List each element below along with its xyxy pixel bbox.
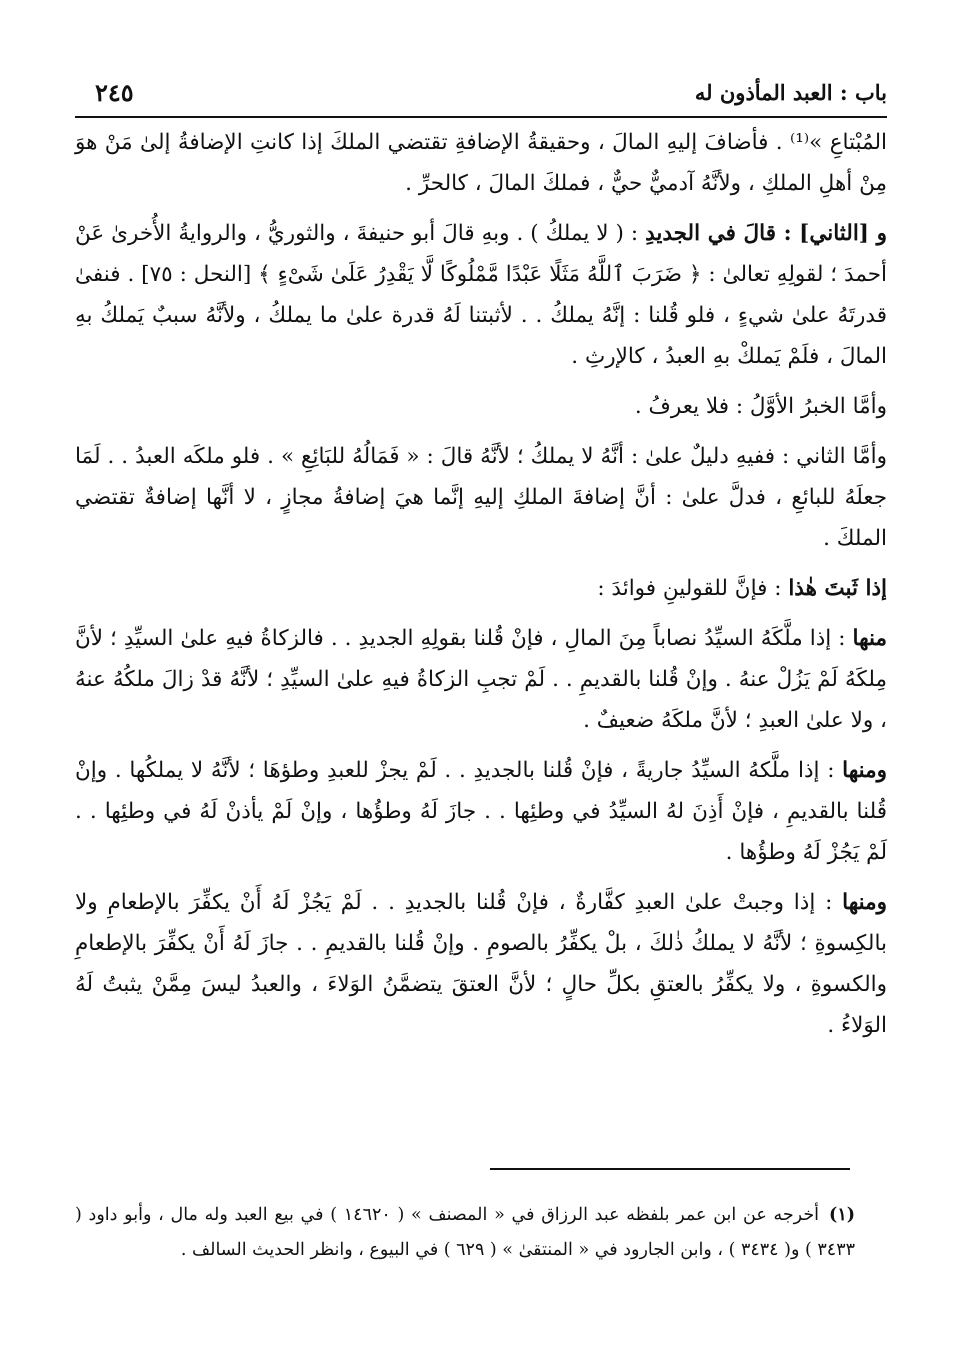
- paragraph-4: [75, 436, 887, 559]
- paragraph-text: : ( لا يملكُ ) . وبهِ قالَ أبو حنيفةَ ، والثوريُّ ، والروايةُ الأُخرىٰ عَنْ أحمدَ ؛ لقولِهِ تعالىٰ : ﴿ ضَرَبَ ٱللَّهُ مَثَلًا عَبْدًا مَّمْلُوكًا لَّا يَقْدِرُ عَلَىٰ شَىْءٍ ﴾ [النحل : ٧٥] . فنفىٰ قدرتَهُ علىٰ شيءٍ ، فلو قُلنا : إنَّهُ يملكُ . . لأثبتنا لَهُ قدرة علىٰ ما يملكُ ، ولأنَّهُ سببٌ يَملكُ بهِ المالَ ، فلَمْ يَملكْ بهِ العبدُ ، كالإرثِ .: [75, 221, 888, 369]
- footnote-rule: [490, 1168, 850, 1170]
- paragraph-7: [75, 750, 887, 873]
- paragraph-lead: منها: [852, 626, 887, 651]
- paragraph-lead: ومنها: [842, 758, 887, 783]
- header-rule: [75, 116, 887, 118]
- paragraph-text: : فإنَّ للقولينِ فوائدَ :: [597, 576, 789, 601]
- paragraph-1: [75, 122, 887, 204]
- page-header: [75, 72, 887, 116]
- chapter-title: باب : العبد المأذون له: [694, 80, 887, 105]
- footnote-number: (١): [829, 1205, 855, 1225]
- paragraph-text: : إذا وجبتْ علىٰ العبدِ كفَّارةٌ ، فإنْ قُلنا بالجديدِ . . لَمْ يَجُزْ لَهُ أَنْ يكفِّرَ بالإطعامِ ولا بالكِسوةِ ؛ لأنَّهُ لا يملكُ ذٰلكَ ، بلْ يكفِّرُ بالصومِ . وإنْ قُلنا بالقديمِ . . جازَ لَهُ أَنْ يكفِّرَ بالإطعامِ والكسوةِ ، ولا يكفِّرُ بالعتقِ بكلِّ حالٍ ؛ لأنَّ العتقَ يتضمَّنُ الوَلاءَ ، والعبدُ ليسَ مِمَّنْ يثبتُ لَهُ الوَلاءُ .: [75, 890, 887, 1038]
- paragraph-text: المُبْتاعِ »⁽¹⁾ . فأضافَ إليهِ المالَ ، وحقيقةُ الإضافةِ تقتضي الملكَ إذا كانتِ الإضافةُ إلىٰ مَنْ هوَ مِنْ أهلِ الملكِ ، ولأنَّهُ آدميٌّ حيٌّ ، فملكَ المالَ ، كالحرِّ .: [75, 130, 887, 196]
- paragraph-6: [75, 618, 887, 741]
- paragraph-8: [75, 882, 887, 1046]
- paragraph-text: وأمَّا الخبرُ الأوَّلُ : فلا يعرفُ .: [634, 394, 887, 419]
- paragraph-lead: إذا ثَبتَ هٰذا: [788, 576, 887, 601]
- footnote-text: أخرجه عن ابن عمر بلفظه عبد الرزاق في « المصنف » ( ١٤٦٢٠ ) في بيع العبد وله مال ، وأبو داود ( ٣٤٣٣ ) و( ٣٤٣٤ ) ، وابن الجارود في « المنتقىٰ » ( ٦٢٩ ) في البيوع ، وانظر الحديث السالف .: [75, 1205, 855, 1260]
- paragraph-3: [75, 386, 887, 427]
- paragraph-5: [75, 568, 887, 609]
- paragraph-lead: ومنها: [842, 890, 887, 915]
- paragraph-2: [75, 213, 887, 377]
- page-number: ٢٤٥: [95, 78, 134, 107]
- footnote: [75, 1198, 855, 1268]
- main-text: [75, 122, 887, 1055]
- paragraph-text: : إذا ملَّكهُ السيِّدُ جاريةً ، فإنْ قُلنا بالجديدِ . . لَمْ يجزْ للعبدِ وطؤهَا ؛ لأنَّهُ لا يملكُها . وإنْ قُلنا بالقديمِ ، فإنْ أَذِنَ لهُ السيِّدُ في وطئِها . . جازَ لَهُ وطؤُها ، وإنْ لَمْ يأذنْ لَهُ في وطئِها . . لَمْ يَجُزْ لَهُ وطؤُها .: [75, 758, 887, 865]
- paragraph-text: وأمَّا الثاني : ففيهِ دليلٌ علىٰ : أنَّهُ لا يملكُ ؛ لأنَّهُ قالَ : « فَمَالُهُ للبَائِعِ » . فلو ملكَه العبدُ . . لَمَا جعلَهُ للبائعِ ، فدلَّ علىٰ : أنَّ إضافةَ الملكِ إليهِ إنَّما هيَ إضافةُ مجازٍ ، لا أنَّها إضافةٌ تقتضي الملكَ .: [75, 444, 887, 551]
- paragraph-text: : إذا ملَّكَهُ السيِّدُ نصاباً مِنَ المالِ ، فإنْ قُلنا بقولِهِ الجديدِ . . فالزكاةُ فيهِ علىٰ السيِّدِ ؛ لأنَّ مِلكَهُ لَمْ يَزُلْ عنهُ . وإنْ قُلنا بالقديمِ . . لَمْ تجبِ الزكاةُ فيهِ علىٰ السيِّدِ ؛ لأنَّهُ قدْ زالَ ملكُهُ عنهُ ، ولا علىٰ العبدِ ؛ لأنَّ ملكَهُ ضعيفٌ .: [75, 626, 887, 733]
- paragraph-lead: و [الثاني] : قالَ في الجديدِ: [645, 221, 887, 246]
